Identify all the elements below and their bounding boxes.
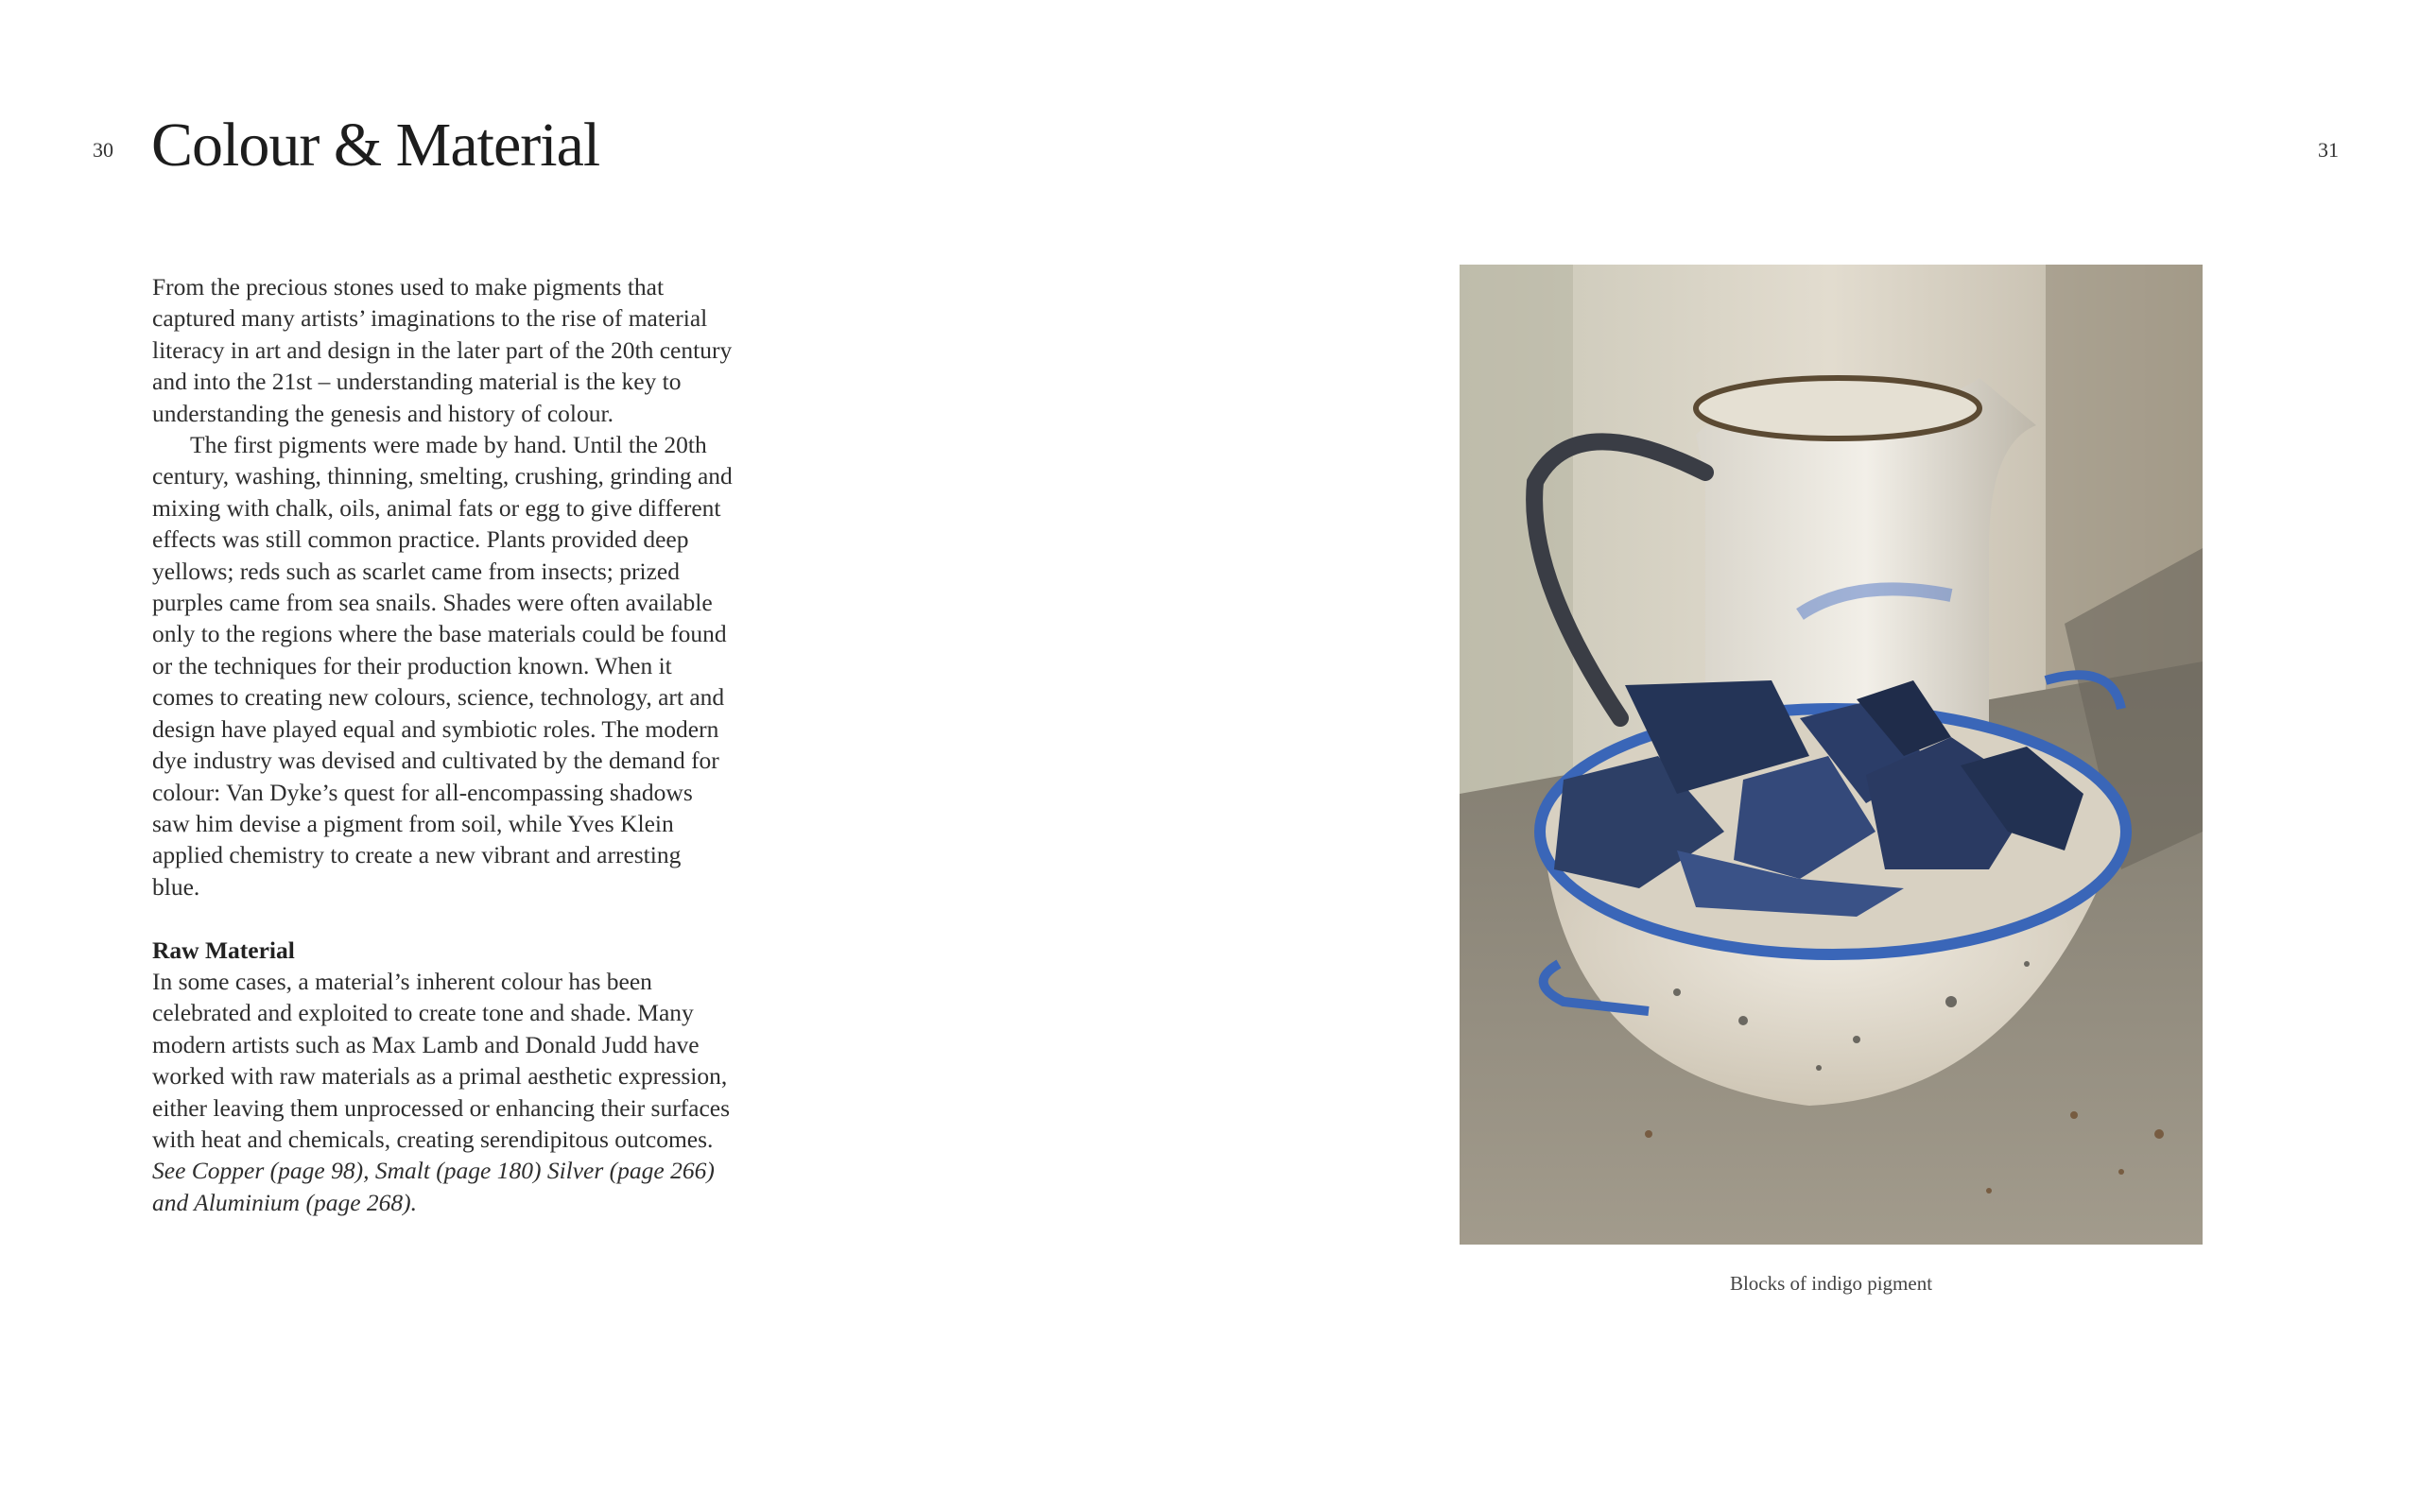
intro-paragraph: From the precious stones used to make pigments that captured many artists’ imaginations to the rise of material literacy in art and design in the later part of the 20th century and into the 21st – understanding material is the key to understanding the genesis and history of colour.: [152, 273, 733, 427]
page-number-right: 31: [2318, 138, 2339, 162]
indigo-photo-illustration: [1460, 265, 2203, 1245]
body-text: [152, 271, 734, 1218]
raw-material-paragraph: [152, 966, 734, 1218]
page-number-left: 30: [93, 138, 113, 162]
raw-material-subheading: Raw Material: [152, 936, 295, 964]
indigo-photo: [1460, 265, 2203, 1245]
photo-caption: Blocks of indigo pigment: [1729, 1272, 1933, 1295]
chapter-title: Colour & Material: [151, 111, 600, 180]
cross-reference: See Copper (page 98), Smalt (page 180) Silver (page 266) and Aluminium (page 268).: [152, 1157, 715, 1216]
raw-material-text: In some cases, a material’s inherent colour has been celebrated and exploited to create tone and shade. Many modern artists such as Max Lamb and Donald Judd have worked with raw materials as a primal aesthetic expression, either leaving them unprocessed or enhancing their surfaces with heat and chemicals, creating serendipitous outcomes.: [152, 967, 731, 1153]
pigment-history-paragraph: The first pigments were made by hand. Until the 20th century, washing, thinning, smelting, crushing, grinding and mixing with chalk, oils, animal fats or egg to give different effects was still common practice. Plants provided deep yellows; reds such as scarlet came from insects; prized purples came from sea snails. Shades were often available only to the regions where the base materials could be found or the techniques for their production known. When it comes to creating new colours, science, technology, art and design have played equal and symbiotic roles. The modern dye industry was devised and cultivated by the demand for colour: Van Dyke’s quest for all-encompassing shadows saw him devise a pigment from soil, while Yves Klein applied chemistry to create a new vibrant and arresting blue.: [152, 431, 733, 901]
